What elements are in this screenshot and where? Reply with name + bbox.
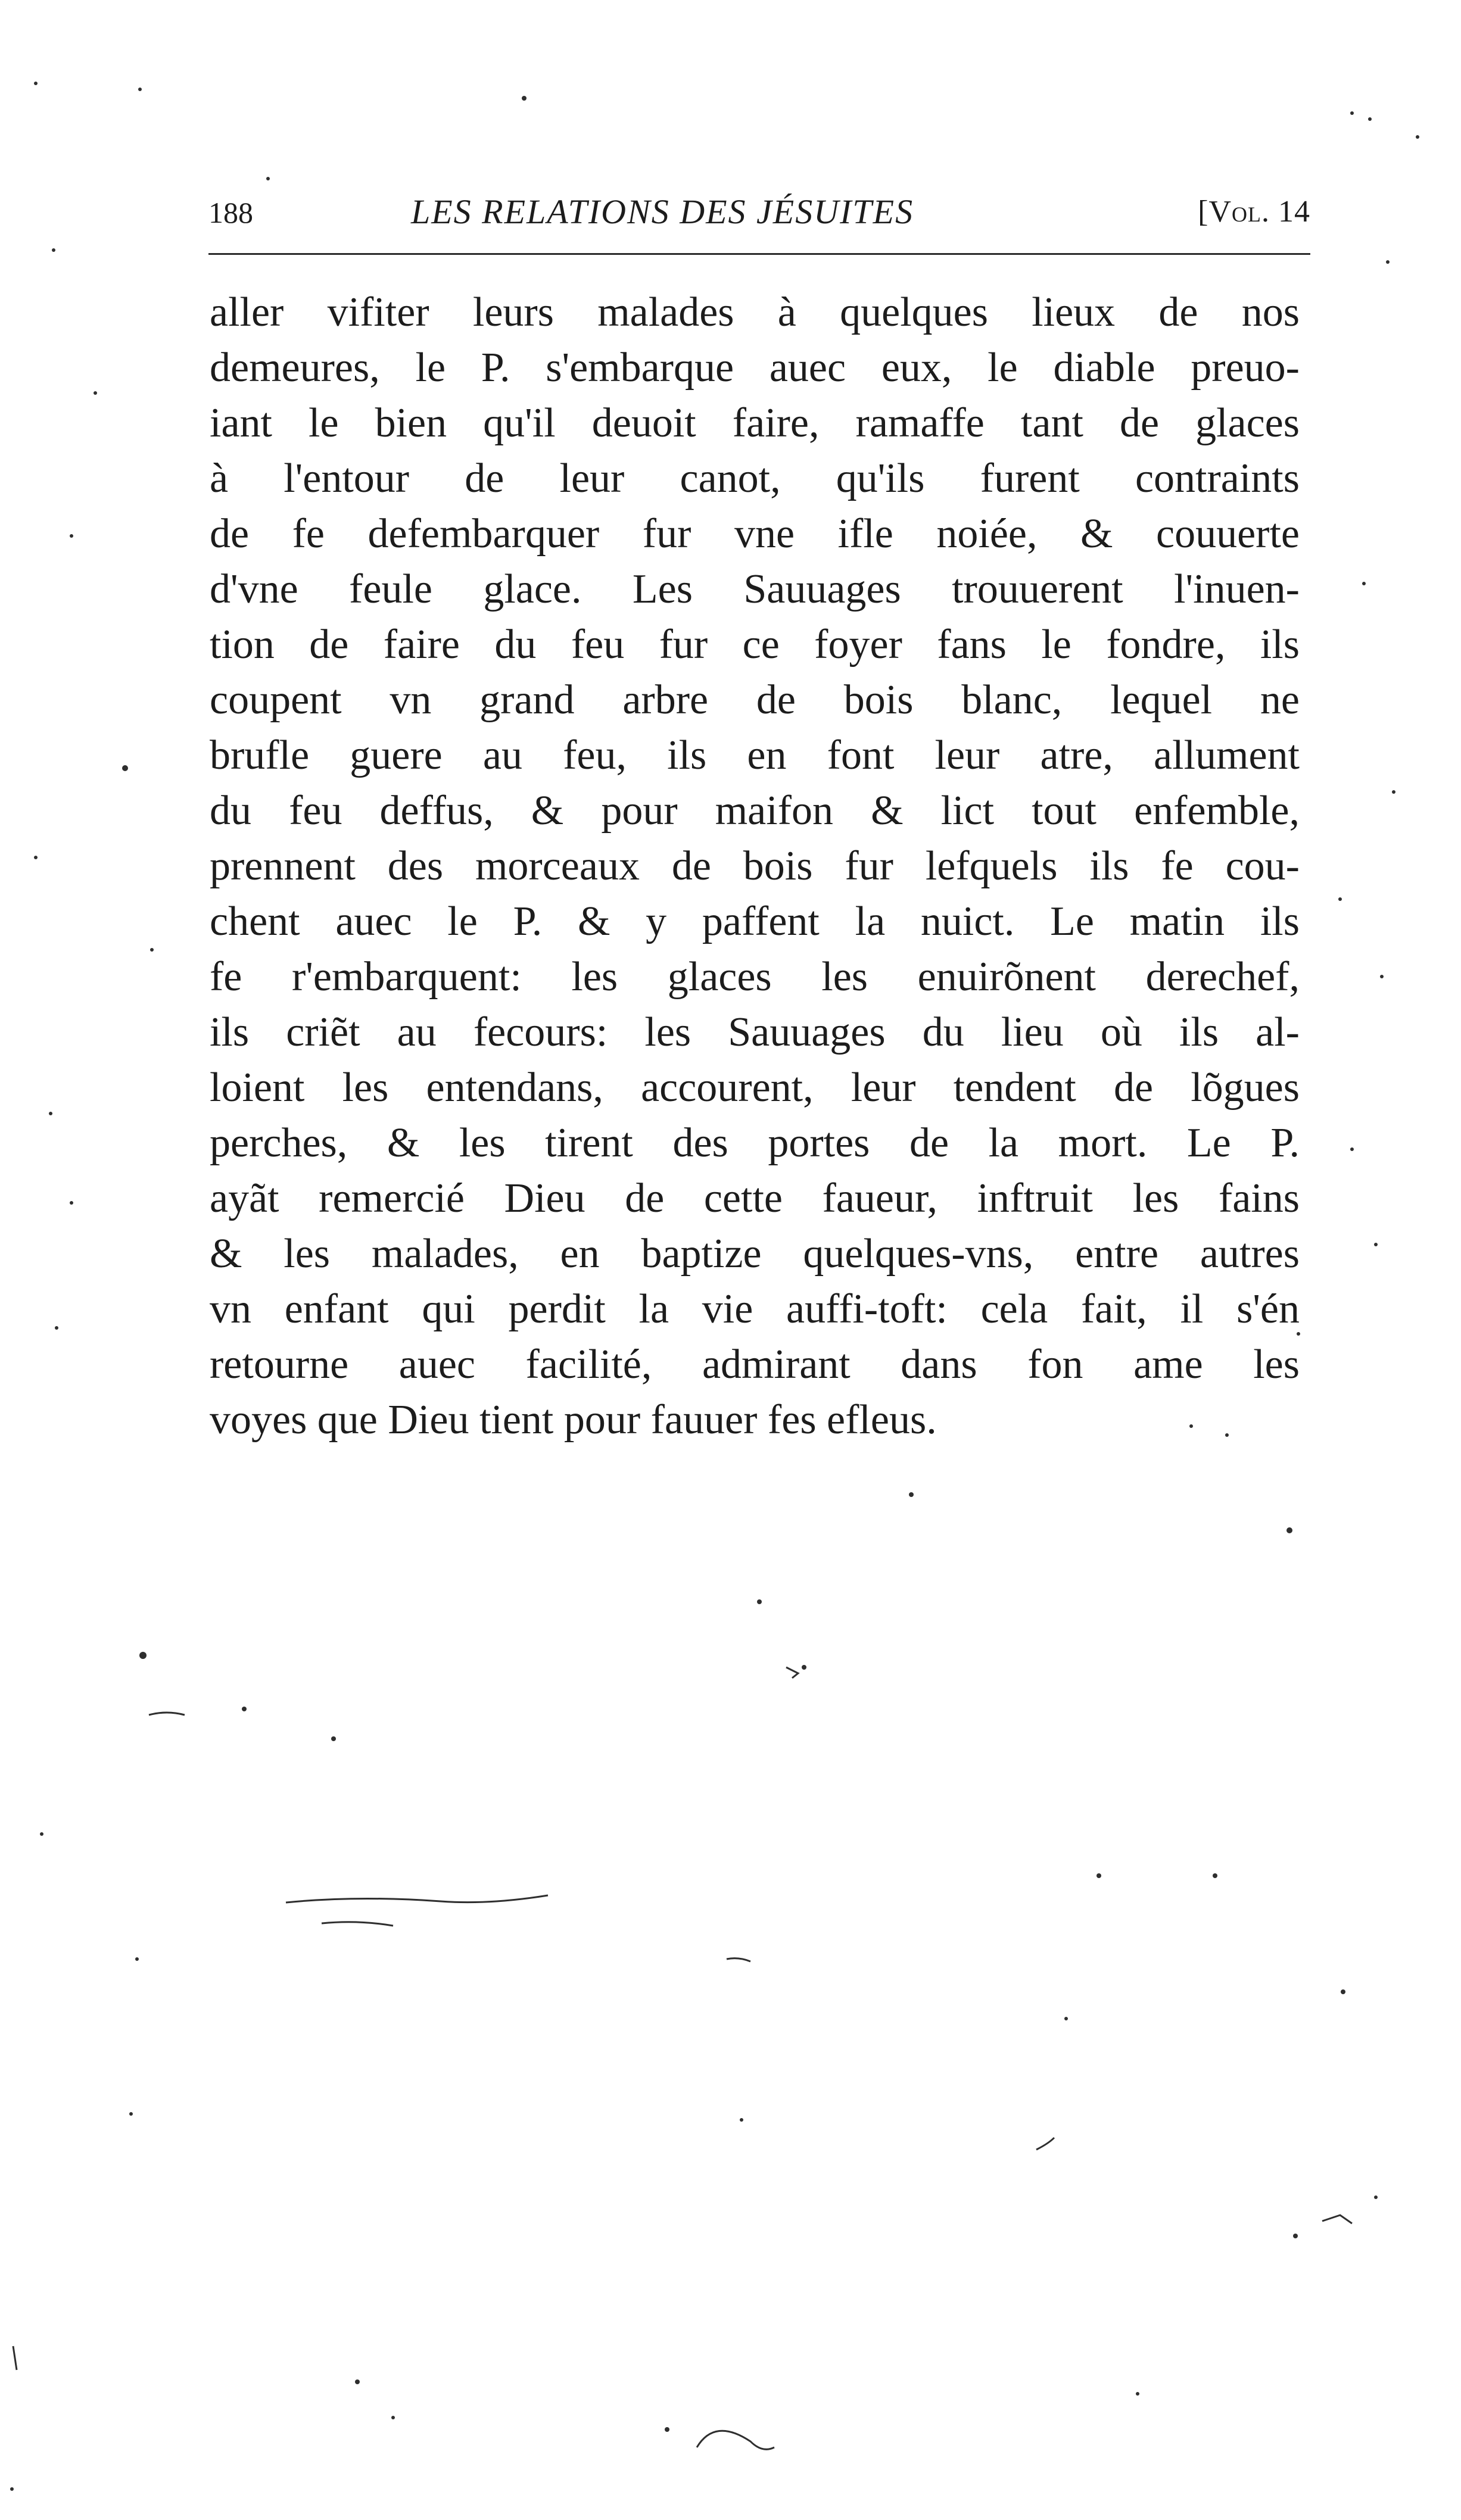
running-header: [208, 189, 1310, 237]
text-line: iant le bien qu'il deuoit faire, ramaffe tant de glaces: [210, 400, 1300, 446]
text-line: brufle guere au feu, ils en font leur atre, allument: [210, 732, 1300, 778]
text-line: vn enfant qui perdit la vie auffi-toft: cela fait, il s'én: [210, 1286, 1300, 1332]
volume-label: [Vol. 14: [1198, 195, 1310, 229]
text-line: & les malades, en baptize quelques-vns, entre autres: [210, 1231, 1300, 1277]
text-line: loient les entendans, accourent, leur tendent de lõgues: [210, 1065, 1300, 1111]
text-line: du feu deffus, & pour maifon & lict tout enfemble,: [210, 788, 1300, 834]
text-line: chent auec le P. & y paffent la nuict. Le matin ils: [210, 899, 1300, 944]
text-line: ayãt remercié Dieu de cette faueur, inftruit les fains: [210, 1175, 1300, 1221]
text-line: prennent des morceaux de bois fur lefquels ils fe cou-: [210, 843, 1300, 889]
text-line: ils criẽt au fecours: les Sauuages du lieu où ils al-: [210, 1009, 1300, 1055]
text-line: de fe defembarquer fur vne ifle noiée, & couuerte: [210, 511, 1300, 557]
body-paragraph: [210, 285, 1300, 1448]
text-line: retourne auec facilité, admirant dans fon ame les: [210, 1342, 1300, 1387]
header-rule: [208, 253, 1310, 255]
text-line: demeures, le P. s'embarque auec eux, le diable preuo-: [210, 345, 1300, 391]
running-title: LES RELATIONS DES JÉSUITES: [411, 192, 914, 231]
text-line: à l'entour de leur canot, qu'ils furent contraints: [210, 456, 1300, 501]
page-number: 188: [208, 196, 253, 229]
text-line: voyes que Dieu tient pour fauuer fes efleus.: [210, 1397, 937, 1443]
text-line: aller vifiter leurs malades à quelques lieux de nos: [210, 289, 1300, 335]
text-line: perches, & les tirent des portes de la mort. Le P.: [210, 1120, 1300, 1166]
text-line: coupent vn grand arbre de bois blanc, lequel ne: [210, 677, 1300, 723]
text-line: tion de faire du feu fur ce foyer fans le fondre, ils: [210, 622, 1300, 668]
text-line: fe r'embarquent: les glaces les enuirõnent derechef,: [210, 954, 1300, 1000]
text-line: d'vne feule glace. Les Sauuages trouuerent l'inuen-: [210, 566, 1300, 612]
